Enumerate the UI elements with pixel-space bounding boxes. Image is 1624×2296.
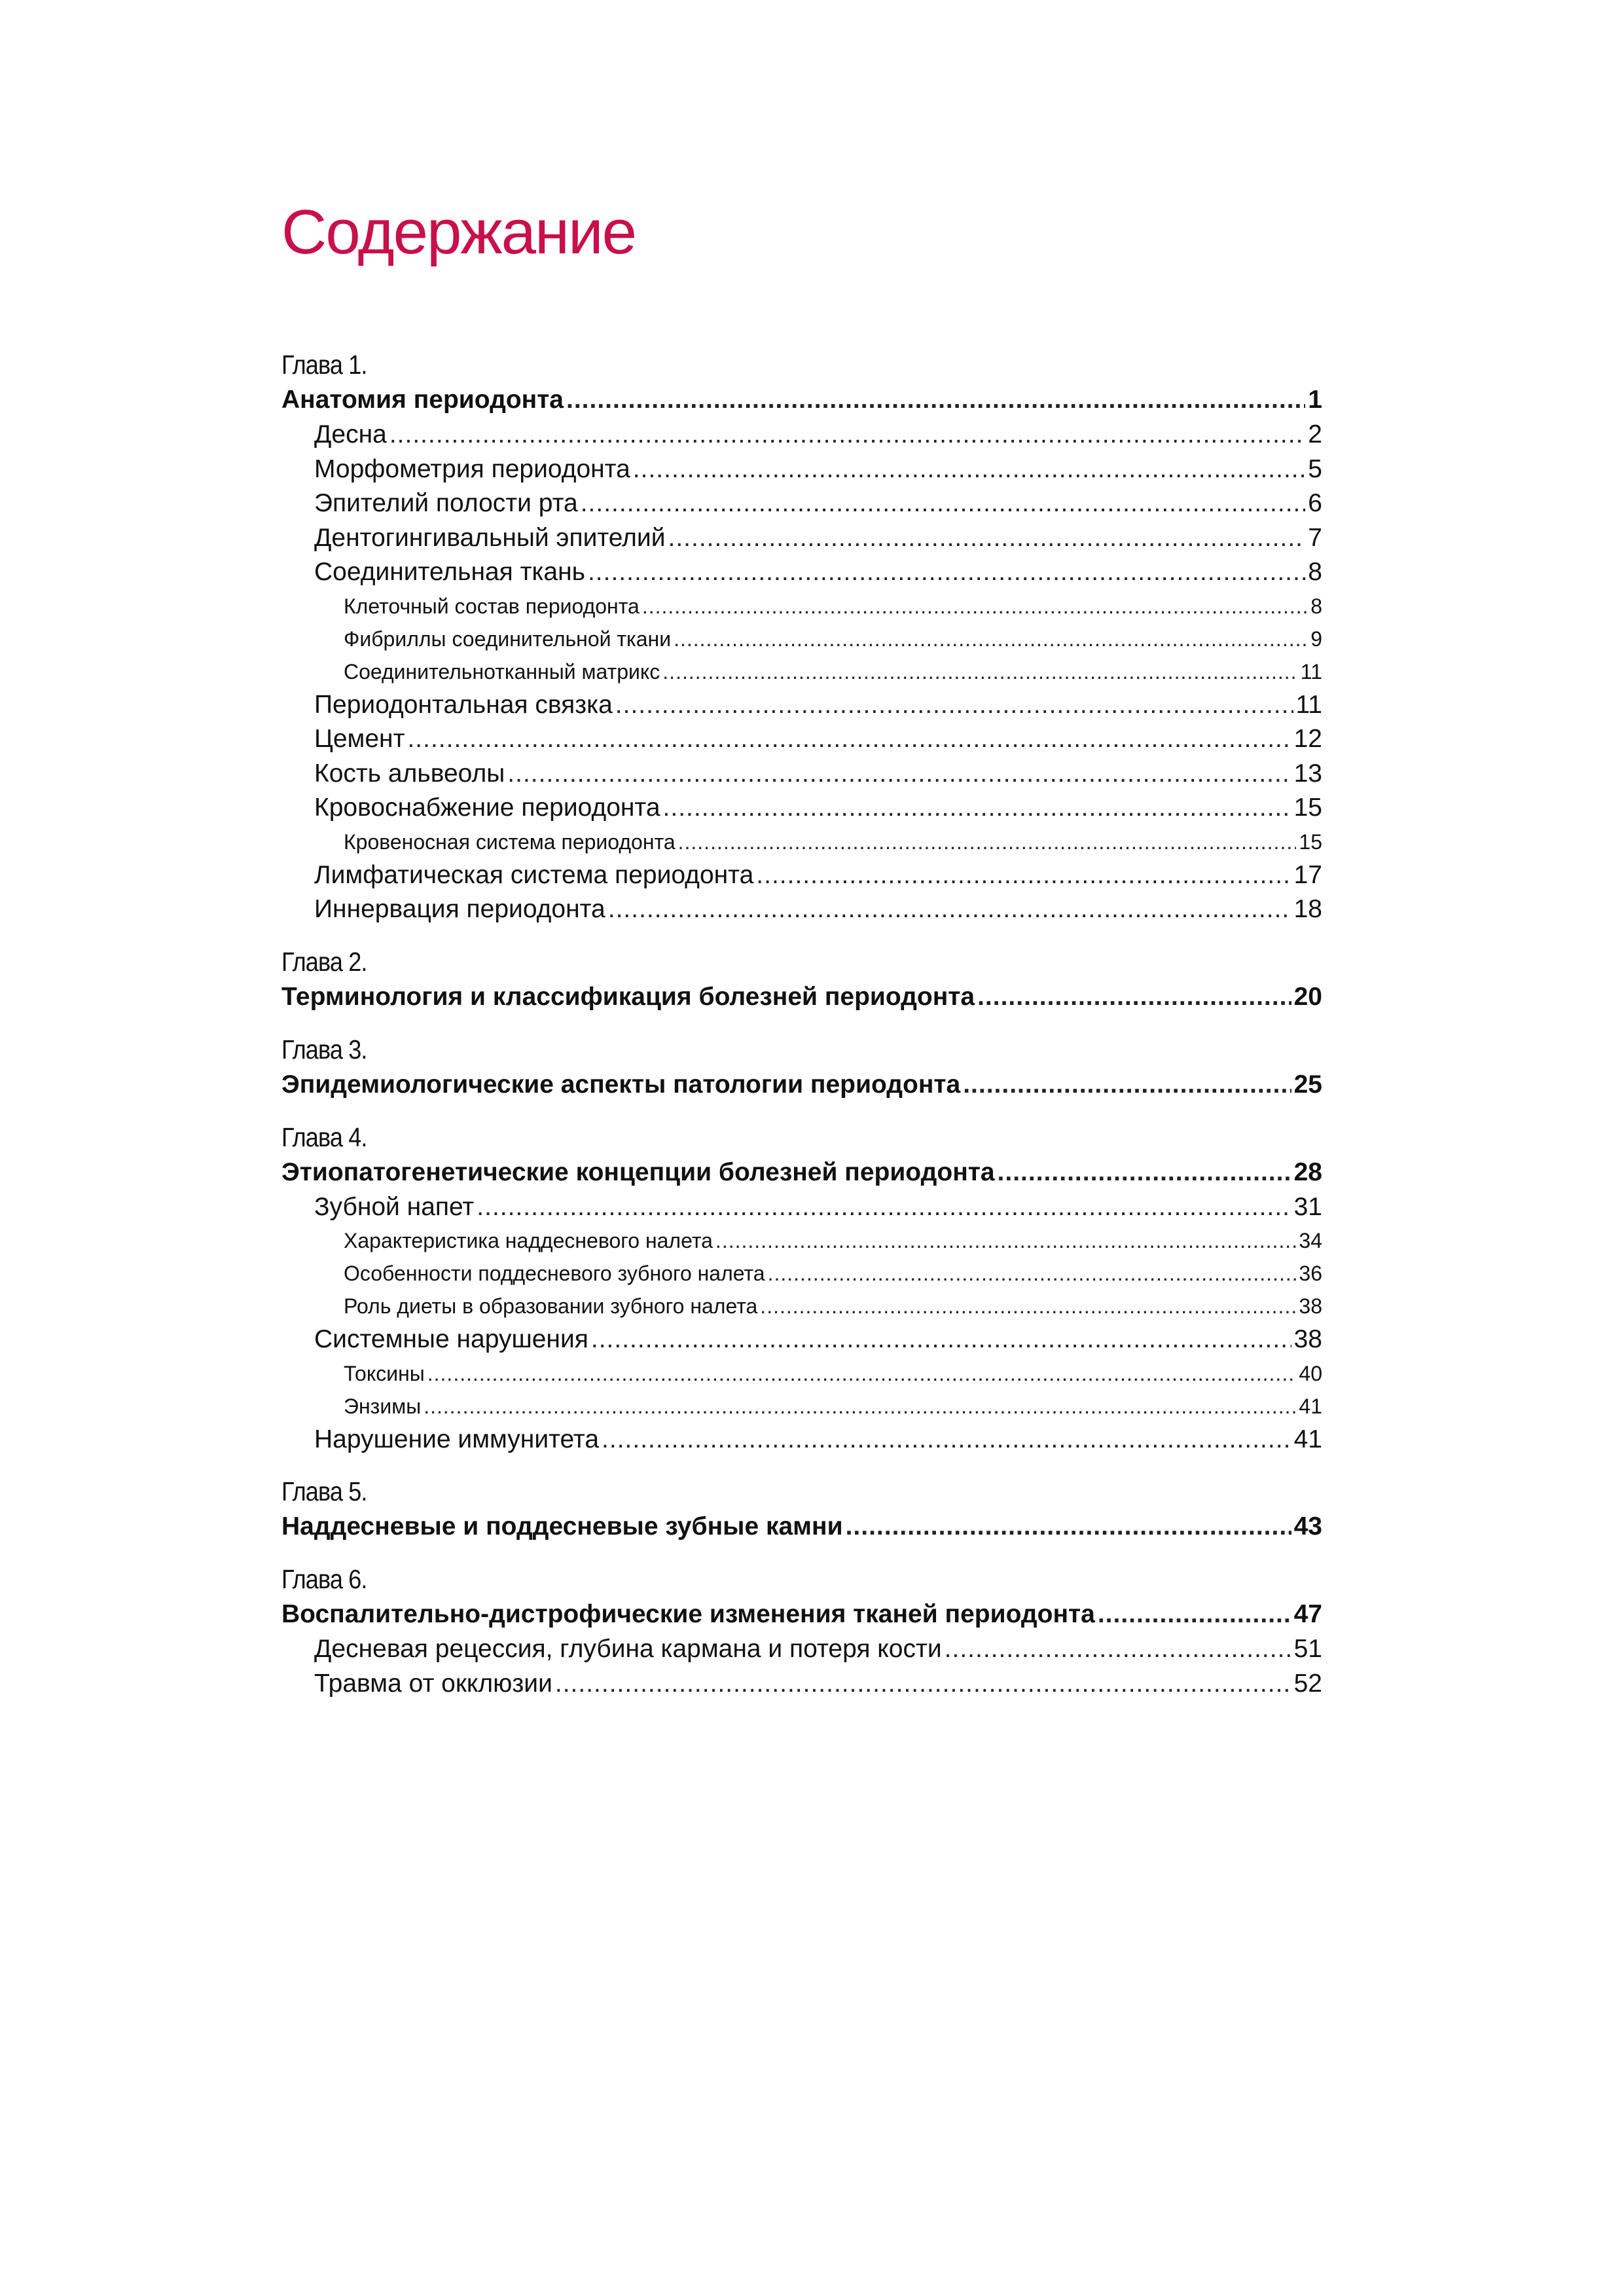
toc-section[interactable] xyxy=(281,892,1322,927)
toc-subsection[interactable] xyxy=(281,1224,1322,1257)
dot-leader xyxy=(674,623,1308,655)
toc-section-text: Эпителий полости рта xyxy=(314,489,578,517)
toc-subsection-text: Клеточный состав периодонта xyxy=(344,594,640,618)
page-number: 6 xyxy=(1308,489,1322,517)
page-number: 8 xyxy=(1308,558,1322,586)
dot-leader xyxy=(846,1509,1291,1544)
page-number: 43 xyxy=(1293,1512,1322,1540)
toc-section-text: Морфометрия периодонта xyxy=(314,454,630,483)
toc-section-text: Системные нарушения xyxy=(314,1325,588,1353)
page-number: 31 xyxy=(1293,1192,1322,1221)
chapter-heading[interactable] xyxy=(281,1155,1322,1190)
page-number: 41 xyxy=(1299,1394,1322,1418)
dot-leader xyxy=(760,1290,1296,1322)
chapter-label: Глава 3. xyxy=(281,1034,367,1065)
page-number: 41 xyxy=(1293,1425,1322,1453)
chapter-heading-text: Эпидемиологические аспекты патологии периодонта xyxy=(281,1070,961,1099)
toc-subsection[interactable] xyxy=(281,1357,1322,1390)
page-number: 11 xyxy=(1295,690,1322,719)
toc-subsection[interactable] xyxy=(281,655,1322,688)
toc-section-text: Иннервация периодонта xyxy=(314,895,605,923)
page-number: 34 xyxy=(1299,1229,1322,1252)
page-number: 13 xyxy=(1293,759,1322,788)
chapter-spacer xyxy=(281,1544,1322,1561)
toc-section[interactable] xyxy=(281,757,1322,792)
chapter-heading[interactable] xyxy=(281,1067,1322,1102)
toc-section[interactable] xyxy=(281,1667,1322,1702)
chapter-heading-text: Терминология и классификация болезней периодонта xyxy=(281,982,975,1011)
toc-section[interactable] xyxy=(281,722,1322,757)
page-number: 51 xyxy=(1293,1635,1322,1663)
chapter-heading[interactable] xyxy=(281,1597,1322,1632)
dot-leader xyxy=(389,418,1305,452)
dot-leader xyxy=(963,1067,1291,1102)
toc-section[interactable] xyxy=(281,688,1322,723)
dot-leader xyxy=(427,1357,1297,1390)
page-number: 40 xyxy=(1299,1361,1322,1385)
chapter-label: Глава 2. xyxy=(281,946,367,977)
dot-leader xyxy=(581,486,1306,521)
chapter-label: Глава 6. xyxy=(281,1564,367,1594)
dot-leader xyxy=(477,1190,1291,1225)
toc-subsection-text: Кровеносная система периодонта xyxy=(344,829,676,854)
page-number: 5 xyxy=(1308,454,1322,483)
toc-subsection-text: Фибриллы соединительной ткани xyxy=(344,627,672,651)
dot-leader xyxy=(1098,1597,1291,1632)
toc-subsection[interactable] xyxy=(281,826,1322,858)
chapter-label: Глава 4. xyxy=(281,1121,367,1152)
chapter-spacer xyxy=(281,1015,1322,1032)
toc-subsection-text: Соединительнотканный матрикс xyxy=(344,659,660,683)
dot-leader xyxy=(756,858,1291,893)
chapter-label: Глава 5. xyxy=(281,1476,367,1506)
page-number: 11 xyxy=(1300,659,1322,683)
toc-subsection[interactable] xyxy=(281,1290,1322,1322)
toc-subsection-text: Характеристика наддесневого налета xyxy=(344,1229,713,1252)
toc-section[interactable] xyxy=(281,418,1322,452)
dot-leader xyxy=(633,452,1306,487)
chapter-spacer xyxy=(281,927,1322,944)
toc-subsection-text: Токсины xyxy=(344,1361,425,1385)
dot-leader xyxy=(591,1322,1291,1357)
toc-section-text: Десневая рецессия, глубина кармана и потеря кости xyxy=(314,1635,942,1663)
toc-section[interactable] xyxy=(281,1423,1322,1457)
toc-section-text: Десна xyxy=(314,420,387,448)
dot-leader xyxy=(945,1632,1291,1667)
page-number: 20 xyxy=(1293,982,1322,1011)
toc-section-text: Кость альвеолы xyxy=(314,759,505,788)
toc-subsection[interactable] xyxy=(281,1390,1322,1423)
page-number: 52 xyxy=(1293,1669,1322,1698)
chapter-heading[interactable] xyxy=(281,1509,1322,1544)
toc-section[interactable] xyxy=(281,858,1322,893)
table-of-contents xyxy=(281,347,1322,1701)
dot-leader xyxy=(507,757,1291,792)
toc-section[interactable] xyxy=(281,486,1322,521)
dot-leader xyxy=(662,655,1298,688)
page-number: 17 xyxy=(1293,860,1322,889)
toc-subsection-text: Роль диеты в образовании зубного налета xyxy=(344,1294,758,1318)
dot-leader xyxy=(768,1257,1297,1290)
dot-leader xyxy=(602,1423,1291,1457)
chapter-heading-text: Наддесневые и поддесневые зубные камни xyxy=(281,1512,843,1540)
page-number: 15 xyxy=(1299,829,1322,854)
chapter-spacer xyxy=(281,1102,1322,1120)
toc-section[interactable] xyxy=(281,791,1322,826)
dot-leader xyxy=(715,1224,1296,1257)
dot-leader xyxy=(642,590,1308,623)
page-number: 25 xyxy=(1293,1070,1322,1099)
page-number: 38 xyxy=(1293,1325,1322,1353)
chapter-heading[interactable] xyxy=(281,382,1322,418)
dot-leader xyxy=(566,382,1305,418)
toc-section-text: Цемент xyxy=(314,725,405,753)
dot-leader xyxy=(555,1667,1291,1702)
dot-leader xyxy=(588,555,1305,590)
dot-leader xyxy=(663,791,1291,826)
toc-section[interactable] xyxy=(281,1632,1322,1667)
dot-leader xyxy=(615,688,1293,723)
toc-section-text: Кровоснабжение периодонта xyxy=(314,793,660,822)
page-number: 1 xyxy=(1308,386,1322,414)
chapter-heading-text: Воспалительно-дистрофические изменения тканей периодонта xyxy=(281,1600,1095,1628)
dot-leader xyxy=(998,1155,1291,1190)
dot-leader xyxy=(678,826,1297,858)
toc-subsection-text: Энзимы xyxy=(344,1394,422,1418)
toc-section-text: Периодонтальная связка xyxy=(314,690,613,719)
page-number: 38 xyxy=(1299,1294,1322,1318)
toc-section-text: Лимфатическая система периодонта xyxy=(314,860,754,889)
chapter-label: Глава 1. xyxy=(281,350,367,380)
toc-section-text: Травма от окклюзии xyxy=(314,1669,552,1698)
page-number: 7 xyxy=(1308,523,1322,552)
toc-section-text: Дентогингивальный эпителий xyxy=(314,523,666,552)
dot-leader xyxy=(608,892,1291,927)
page-number: 8 xyxy=(1310,594,1322,618)
page-number: 36 xyxy=(1299,1262,1322,1285)
toc-section-text: Зубной напет xyxy=(314,1192,475,1221)
page-number: 2 xyxy=(1308,420,1322,448)
page-number: 12 xyxy=(1293,725,1322,753)
chapter-heading-text: Анатомия периодонта xyxy=(281,386,564,414)
toc-subsection-text: Особенности поддесневого зубного налета xyxy=(344,1262,765,1285)
dot-leader xyxy=(424,1390,1296,1423)
toc-section[interactable] xyxy=(281,1322,1322,1357)
page-number: 18 xyxy=(1293,895,1322,923)
chapter-heading-text: Этиопатогенетические концепции болезней периодонта xyxy=(281,1157,995,1186)
page-number: 47 xyxy=(1293,1600,1322,1628)
toc-section-text: Нарушение иммунитета xyxy=(314,1425,600,1453)
dot-leader xyxy=(977,979,1291,1015)
chapter-spacer xyxy=(281,1457,1322,1474)
toc-subsection[interactable] xyxy=(281,590,1322,623)
page-title: Содержание xyxy=(281,197,636,267)
dot-leader xyxy=(668,521,1306,556)
toc-section-text: Соединительная ткань xyxy=(314,558,585,586)
toc-section[interactable] xyxy=(281,555,1322,590)
toc-subsection[interactable] xyxy=(281,623,1322,655)
toc-subsection[interactable] xyxy=(281,1257,1322,1290)
page-number: 9 xyxy=(1310,627,1322,651)
chapter-heading[interactable] xyxy=(281,979,1322,1015)
toc-section[interactable] xyxy=(281,1190,1322,1225)
page-number: 15 xyxy=(1293,793,1322,822)
toc-section[interactable] xyxy=(281,521,1322,556)
page-number: 28 xyxy=(1293,1157,1322,1186)
dot-leader xyxy=(407,722,1291,757)
toc-section[interactable] xyxy=(281,452,1322,487)
